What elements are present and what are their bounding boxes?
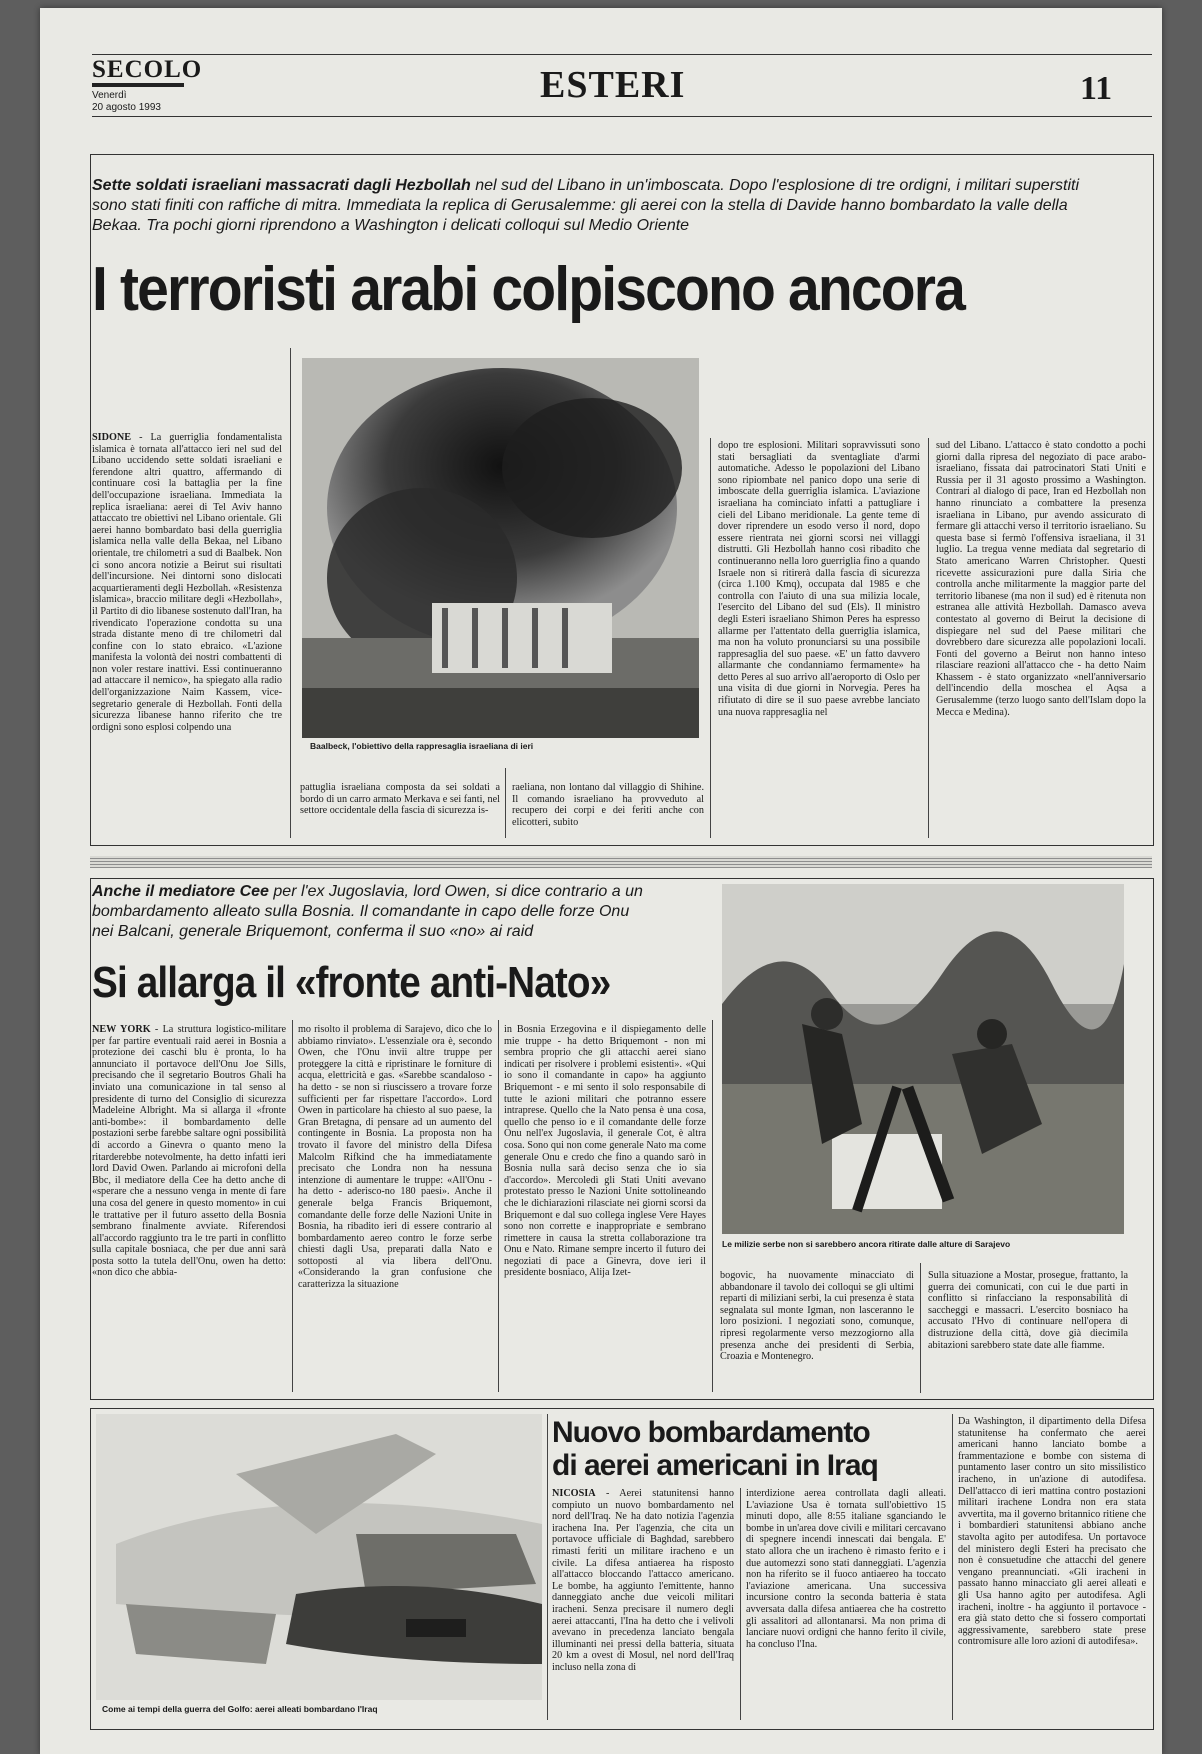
issue-date	[92, 90, 161, 114]
article-1-col-rule	[505, 768, 506, 838]
article-2-kicker	[92, 882, 652, 942]
article-1-col-rule	[290, 348, 291, 838]
article-1-column-3: raeliana, non lontano dal villaggio di Shihine. Il comando israeliano ha provveduto al recupero dei corpi e dei feriti anche con elicotteri, subito	[512, 782, 704, 828]
masthead-rule	[92, 83, 184, 87]
article-3-headline-line-1: Nuovo bombardamento	[552, 1416, 870, 1449]
article-3-column-1-text: - Aerei statunitensi hanno compiuto un nuovo bombardamento nel nord dell'Iraq. Ne ha dato notizia l'agenzia irachena Ina. Per l'agenzia, che cita un portavoce ufficiale di Baghdad, sarebbero rimasti feriti un militare iracheno e un civile. La difesa antiaerea ha risposto all'attacco bloccando l'attacco americano. Le bombe, ha aggiunto l'emittente, hanno danneggiato anche due veicoli militari iracheni. Senza precisare il numero degli aerei attaccanti, l'Ina ha detto che i velivoli avevano in precedenza lanciato bengala illuminanti nei pressi della batteria, situata 20 km a ovest di Mosul, nel nord dell'Iraq incluso nella zona di	[552, 1488, 734, 1673]
article-2-column-3: in Bosnia Erzegovina e il dispiegamento delle mie truppe - ha detto Briquemont - non mi sembra proprio che gli attacchi aerei siano indicati per risolvere i problemi esistenti». «Qui io sono il comandante in capo» ha aggiunto Briquemont - e mi sento il solo responsabile di tutte le azioni militari che potranno essere intraprese. Quello che la Nato pensa è una cosa, quello che penso io e il comandante delle forze Onu nell'ex Jugoslavia, il generale Cot, è altra cosa. Sono qui non come generale Nato ma come generale Onu e credo che fino a quando sarò in Bosnia nulla sarà deciso senza che io sia d'accordo». Mercoledì gli Stati Uniti avevano protestato presso le Nazioni Unite sottolineando che le dichiarazioni rilasciate nei giorni scorsi da Briquemont e dal suo collega inglese Vere Hayes sono non corrette e inappropriate e sembrano rimettere in causa la stretta collaborazione tra Onu e Nato. Rimane sempre incerto il futuro dei negoziati di pace a Ginevra, dove ieri il presidente bosniaco, Alija Izet-	[504, 1024, 706, 1279]
article-1-kicker-bold: Sette soldati israeliani massacrati dagli Hezbollah	[92, 177, 471, 194]
section-title: ESTERI	[540, 64, 686, 106]
article-3-column-3: Da Washington, il dipartimento della Difesa statunitense ha confermato che aerei americani hanno lanciato bombe a frammentazione e bombe con sistema di puntamento laser contro un sito missilistico iracheno, in un'azione di autodifesa. Dell'attacco di ieri mattina contro postazioni militari irachene Londra non era stata avvertita, ma il governo britannico ritiene che i bombardieri statunitensi abbiano anche stavolta agito per autodifesa. Un portavoce del ministero degli Esteri ha precisato che non è consuetudine che attacchi del genere vengano preannunciati. «Gli iracheni in passato hanno minacciato gli aerei alleati e gli Usa hanno agito per autodifesa. Agli iracheni, inoltre - ha aggiunto il portavoce - era già stato detto che si fossero comportati aggressivamente, sarebbero state prese contromisure alle loro azioni di autodifesa».	[958, 1416, 1146, 1648]
gulf-war-photo-caption: Come ai tempi della guerra del Golfo: aerei alleati bombardano l'Iraq	[102, 1704, 378, 1714]
article-2-column-1	[92, 1024, 286, 1392]
article-1-col-rule	[710, 438, 711, 838]
article-3-col-rule	[952, 1414, 953, 1720]
article-1-kicker	[92, 176, 1102, 236]
article-2-headline: Si allarga il «fronte anti-Nato»	[92, 958, 611, 1007]
article-1-column-1-text: - La guerriglia fondamentalista islamica è tornata all'attacco ieri nel sud del Libano uccidendo sette soldati israeliani e ferendone altri quattro, affermando di continuare così la battaglia per la fine dell'occupazione israeliana. Immediata la replica israeliana: aerei di Tel Aviv hanno attaccato tre obiettivi nel Libano orientale. Gli aerei hanno bombardato basi della guerriglia islamica nella valle della Bekaa, nel Libano orientale, tre chilometri a sud di Baalbek. Non ci sono ancora notizie a Beirut sui risultati dell'incursione. Nei dintorni sono dislocati acquartieramenti degli Hezbollah. «Resistenza islamica», braccio militare degli «Hezbollah», il Partito di dio libanese sostenuto dall'Iran, ha rivendicato l'operazione condotta su una strada distante meno di tre chilometri dal confine con lo stato ebraico. «L'azione manifesta la volontà dei nostri combattenti di non voler restare inattivi. Essi continueranno ad attaccare il nemico», ha spiegato alla radio dell'organizzazione Naim Kassem, vice-segretario generale di Hezbollah. Fonti della sicurezza libanese hanno riferito che tre ordigni sono esplosi colpendo una	[92, 432, 282, 733]
article-2-dateline: NEW YORK	[92, 1024, 151, 1035]
header-bottom-rule	[92, 116, 1152, 117]
article-1-kicker-text: nel sud del Libano in un'imboscata. Dopo l'esplosione di tre ordigni, i militari superstiti sono stati finiti con raffiche di mitra. Immediata la replica di Gerusalemme: gli aerei con la stella di Davide hanno bombardato la valle della Bekaa. Tra pochi giorni riprendono a Washington i delicati colloqui sul Medio Oriente	[92, 177, 1080, 234]
page-number: 11	[1080, 70, 1113, 107]
header-top-rule	[92, 54, 1152, 55]
issue-day: Venerdì	[92, 90, 127, 101]
article-2-col-rule	[712, 1020, 713, 1392]
masthead: SECOLO	[92, 56, 203, 83]
article-1-column-5: sud del Libano. L'attacco è stato condotto a pochi giorni dalla ripresa del negoziato di pace arabo-israeliano, fissata dai patrocinatori Stati Uniti e Russia per il 31 agosto prossimo a Washington. Contrari al dialogo di pace, Iran ed Hezbollah non hanno rinunciato a combattere la presenza israeliana in Libano, pur avendo assicurato di fermare gli attacchi verso il territorio israeliano. Su questa base si fermò l'offensiva israeliana, il 31 luglio. La tregua venne mediata dal segretario di Stato americano Warren Christopher. Questi ricevette assicurazioni pure dalla Siria che controlla anche militarmente la maggior parte del territorio libanese (ma non il sud) ed è ritenuta non estranea alle attività Hezbollah. Damasco aveva contestato al governo di Beirut la decisione di dispiegare nel sud del Paese militari che dovrebbero dare sicurezza alle popolazioni locali. Fonti del governo a Beirut non hanno inteso rilasciare reazioni all'attacco che - ha detto Naim Khassem - è stato organizzato «nell'anniversario dell'incendio della moschea el Aqsa a Gerusalemme (terzo luogo santo dell'Islam dopo la Mecca e Medina).	[936, 440, 1146, 718]
sarajevo-photo-graphic	[722, 884, 1124, 1256]
section-divider	[90, 856, 1152, 868]
article-3-dateline: NICOSIA	[552, 1488, 596, 1499]
article-3-headline-line-2: di aerei americani in Iraq	[552, 1449, 878, 1482]
newspaper-page	[40, 8, 1162, 1754]
article-2-col-rule	[498, 1020, 499, 1392]
article-3-col-rule	[547, 1414, 548, 1720]
gulf-war-jet-photo	[96, 1414, 542, 1720]
sarajevo-militia-photo	[722, 884, 1124, 1256]
article-2-col-rule	[920, 1263, 921, 1393]
article-1-headline: I terroristi arabi colpiscono ancora	[92, 255, 965, 324]
article-2-col-rule	[292, 1020, 293, 1392]
article-3-col-rule	[740, 1488, 741, 1720]
article-2-column-4: bogovic, ha nuovamente minacciato di abbandonare il tavolo dei colloqui se gli ultimi reparti di miliziani serbi, la cui presenza è stata segnalata sul monte Igman, non lasceranno le loro posizioni. I negoziati sono, comunque, ripresi regolarmente verso mezzogiorno alla presenza anche dei presidenti di Serbia, Croazia e Montenegro.	[720, 1270, 914, 1363]
article-1-column-1	[92, 432, 282, 837]
article-2-kicker-bold: Anche il mediatore Cee	[92, 883, 269, 900]
article-1-dateline: SIDONE	[92, 432, 132, 443]
article-1-column-4: dopo tre esplosioni. Militari sopravvissuti sono stati bersagliati da sventagliate d'armi automatiche. Adesso le popolazioni del Libano sono ripiombate nel panico dopo una serie di imboscate della guerriglia islamica. L'aviazione israeliana ha cominciato infatti a pattugliare i cieli del Libano meridionale. La gente teme di dover riprendere un esodo verso il nord, dopo essere rientrata nei giorni scorsi nei villaggi distrutti. Gli Hezbollah hanno così ribadito che continueranno nella loro guerriglia fino a quando Israele non si ritirerà dalla fascia di sicurezza (circa 1.100 Kmq), occupata dal 1985 e che controlla con l'aiuto di una sua milizia locale, l'esercito del Libano del sud (Els). Il ministro degli Esteri israeliano Shimon Peres ha espresso allarme per l'attentato della guerriglia islamica, ma non ha voluto pronunciarsi su una possibile rappresaglia del suo paese. «E' un fatto davvero allarmante che condanniamo fermamente» ha detto Peres al suo arrivo all'aeroporto di Oslo per una visita di due giorni in Norvegia. Peres ha rifiutato di dire se il suo paese avrebbe lanciato una nuova rappresaglia nel	[718, 440, 920, 718]
article-2-kicker-text: per l'ex Jugoslavia, lord Owen, si dice contrario a un bombardamento alleato sulla Bosnia. Il comandante in capo delle forze Onu nei Balcani, generale Briquemont, conferma il suo «no» ai raid	[92, 883, 643, 940]
issue-date-text: 20 agosto 1993	[92, 102, 161, 113]
article-2-column-5: Sulla situazione a Mostar, prosegue, frattanto, la guerra dei comunicati, con cui le due parti in conflitto si rinfacciano la responsabilità di saccheggi e massacri. L'esercito bosniaco ha accusato l'Hvo di continuare nell'opera di distruzione della città, dove già diecimila abitazioni sarebbero state date alle fiamme.	[928, 1270, 1128, 1351]
article-2-column-1-text: - La struttura logistico-militare per far partire eventuali raid aerei in Bosnia a protezione dei caschi blu è pronta, lo ha annunciato il portavoce dell'Onu Joe Sills, precisando che il segretario Boutros Ghali ha inviato una comunicazione in tal senso al presidente di turno del Consiglio di sicurezza Madeleine Albright. Ma si allarga il «fronte anti-bombe»: il bombardamento delle postazioni serbe farebbe saltare ogni possibilità di accordo a Ginevra o quanto meno la ritarderebbe notevolmente, ha detto infatti ieri lord David Owen. Parlando ai microfoni della Bbc, il mediatore della Cee ha detto anche di «sperare che a nessuno venga in mente di fare una cosa del genere in questo momento» in cui le trattative per il futuro assetto della Bosnia sembrano finalmente avviate. Riferendosi all'accordo raggiunto tra le tre parti in conflitto sulla capitale bosniaca, che per due anni sarà posta sotto la tutela dell'Onu, owen ha detto: «non dico che abbia-	[92, 1024, 286, 1279]
article-3-column-2: interdizione aerea controllata dagli alleati. L'aviazione Usa è tornata sull'obiettivo 15 minuti dopo, alle 8:55 italiane sganciando le bombe in un'area dove civili e militari cercavano di spegnere incendi innescati dai bengala. E' stato allora che un iracheno è rimasto ferito e i due automezzi sono stati danneggiati. L'agenzia non ha riferito se il fuoco antiaereo ha toccato l'aviazione americana. Una successiva incursione contro la seconda batteria è stata avversata dalla difesa antiaerea che ha costretto gli assalitori ad allontanarsi. Ma non prima di lanciare nuovi ordigni che hanno ferito il civile, ha concluso l'Ina.	[746, 1488, 946, 1650]
article-1-col-rule	[928, 438, 929, 838]
baalbeck-smoke-photo	[302, 358, 699, 758]
baalbeck-photo-caption: Baalbeck, l'obiettivo della rappresaglia israeliana di ieri	[310, 741, 534, 751]
article-3-headline	[552, 1416, 942, 1482]
gulf-war-photo-graphic	[96, 1414, 542, 1720]
article-2-column-2: mo risolto il problema di Sarajevo, dico che lo abbiamo rinviato». L'essenziale ora è, secondo Owen, che l'Onu invii altre truppe per proteggere la città e ripristinare le forniture di acqua, elettricità e gas. «Sarebbe scandaloso - ha detto - se non si riuscissero a trovare forze sufficienti per far rispettare l'accordo». Lord Owen in particolare ha chiesto al suo paese, la Gran Bretagna, di pensare ad un aumento del contingente in Bosnia. La proposta non ha trovato il favore del ministro della Difesa Malcolm Rifkind che ha immediatamente precisato che Londra non ha nessuna intenzione di aumentare le truppe: «All'Onu - ha detto - aderisco-no 180 paesi». Anche il generale belga Francis Briquemont, comandante delle forze delle Nazioni Unite in Bosnia, ha ribadito ieri di essere contrario al bombardamento aereo contro le forze serbe chiesti dagli Usa, preparati dalla Nato e sottoposti al via libera dell'Onu. «Considerando la gran confusione che caratterizza la situazione	[298, 1024, 492, 1291]
sarajevo-photo-caption: Le milizie serbe non si sarebbero ancora ritirate dalle alture di Sarajevo	[722, 1239, 1011, 1249]
baalbeck-photo-graphic	[302, 358, 699, 758]
article-1-column-2: pattuglia israeliana composta da sei soldati a bordo di un carro armato Merkava e sei fanti, nel settore occidentale della fascia di sicurezza is-	[300, 782, 500, 817]
article-3-column-1	[552, 1488, 734, 1720]
